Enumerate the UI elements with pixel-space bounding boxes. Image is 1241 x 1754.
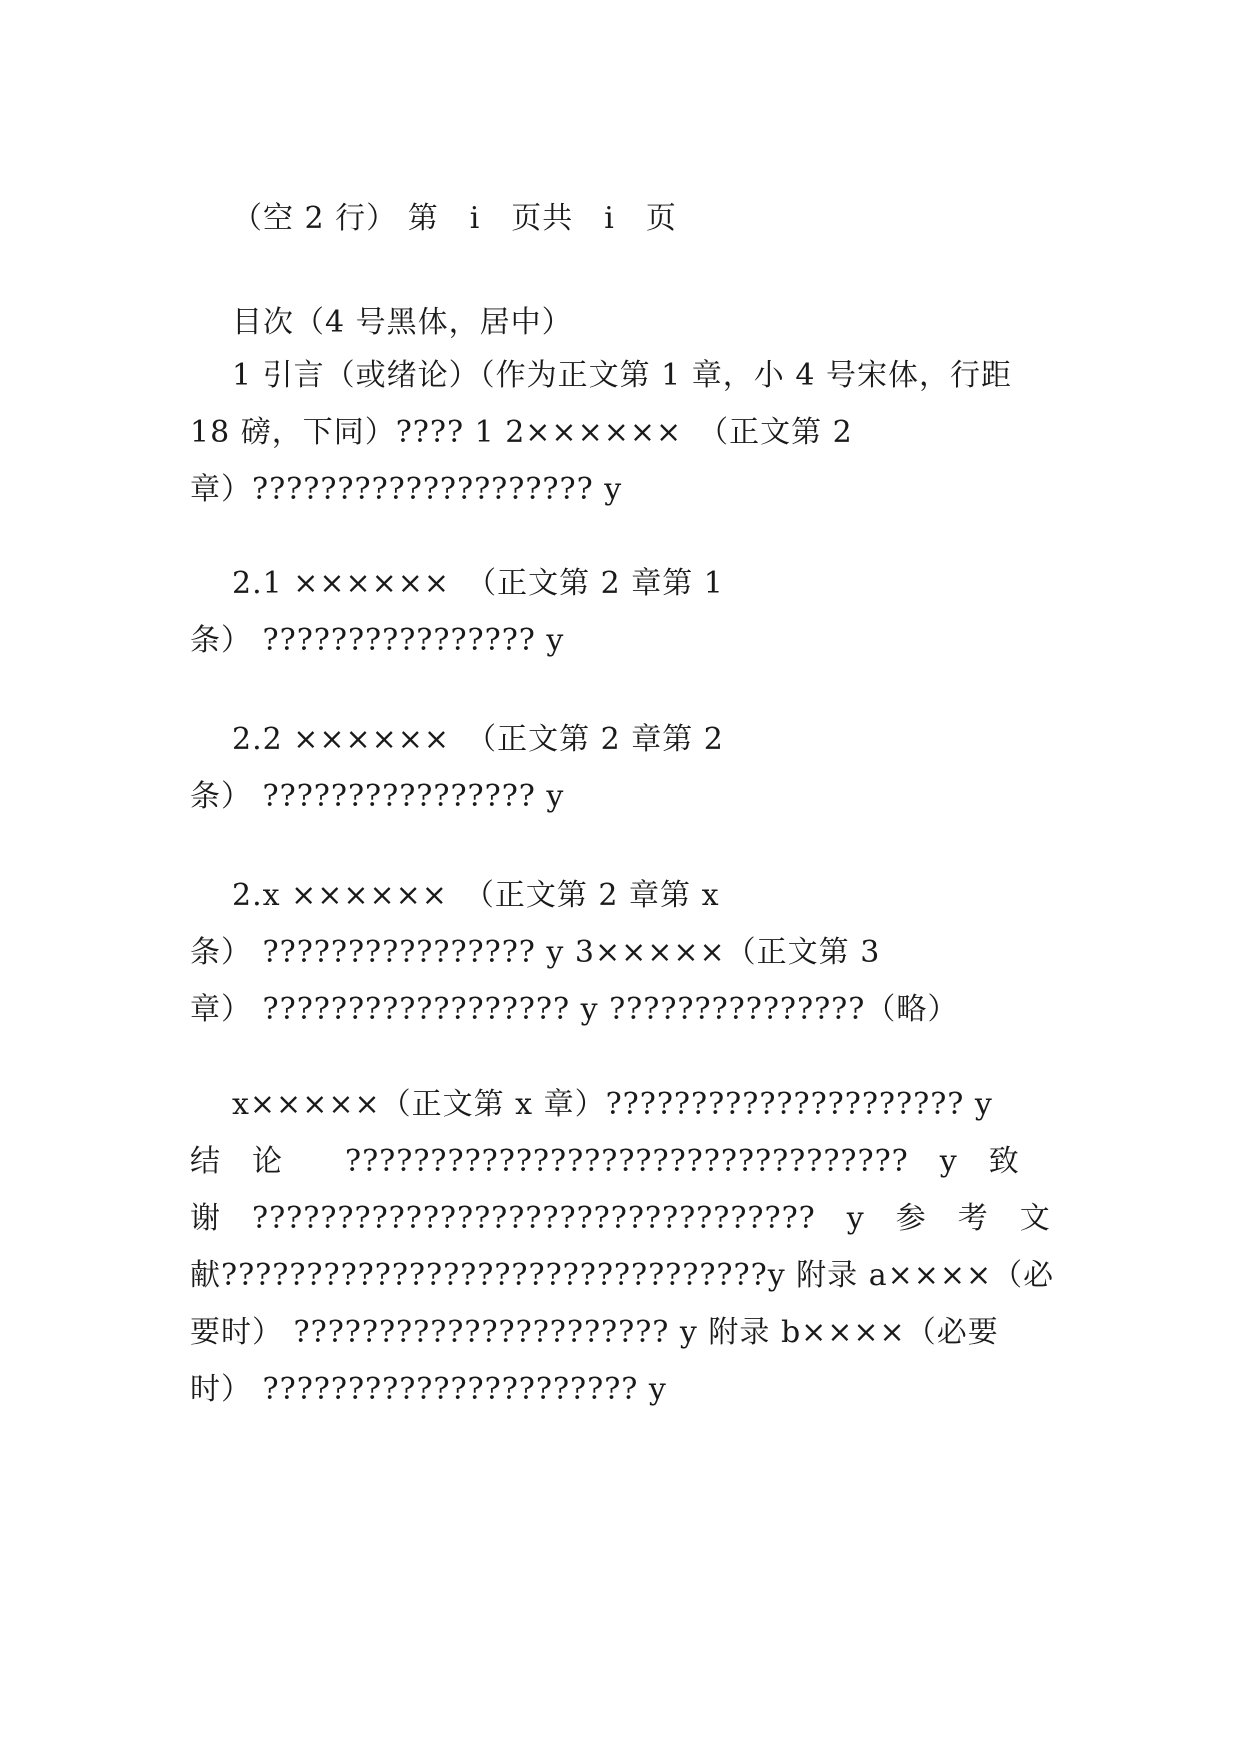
toc-line: 2.x ×××××× （正文第 2 章第 x [232,878,720,913]
toc-line: 献????????????????????????????????y 附录 a××××（必 [190,1258,1055,1293]
toc-line: 2.1 ×××××× （正文第 2 章第 1 [232,566,724,601]
toc-entry-intro [190,347,1050,518]
toc-line: 18 磅，下同）???? 1 2×××××× （正文第 2 [190,415,853,450]
toc-line: 时） ?????????????????????? y [190,1372,667,1407]
toc-entry-2-2 [190,711,1050,825]
toc-line: 1 引言（或绪论）（作为正文第 1 章，小 4 号宋体，行距 [232,358,1012,393]
toc-line: 结 论 ????????????????????????????????? y 致 [190,1144,1020,1179]
toc-entry-2-x [190,867,1050,1038]
toc-line: 章）???????????????????? y [190,472,623,507]
toc-line: 谢 ????????????????????????????????? y 参 考 文 [190,1201,1051,1236]
toc-line: 条） ???????????????? y [190,623,565,658]
toc-line: 章） ?????????????????? y ???????????????（略） [190,992,959,1027]
toc-line: 要时） ?????????????????????? y 附录 b××××（必要 [190,1315,999,1350]
toc-entry-2-1 [190,555,1050,669]
toc-line: 条） ???????????????? y 3×××××（正文第 3 [190,935,881,970]
header-text: （空 2 行） 第 i 页共 i 页 [232,201,677,236]
toc-line: 2.2 ×××××× （正文第 2 章第 2 [232,722,724,757]
toc-line: 条） ???????????????? y [190,779,565,814]
toc-title [232,294,1092,351]
header-line [232,190,1092,247]
toc-line: x×××××（正文第 x 章）????????????????????? y [232,1087,993,1122]
toc-title-text: 目次（4 号黑体，居中） [232,305,573,340]
toc-entry-x [190,1076,1055,1418]
